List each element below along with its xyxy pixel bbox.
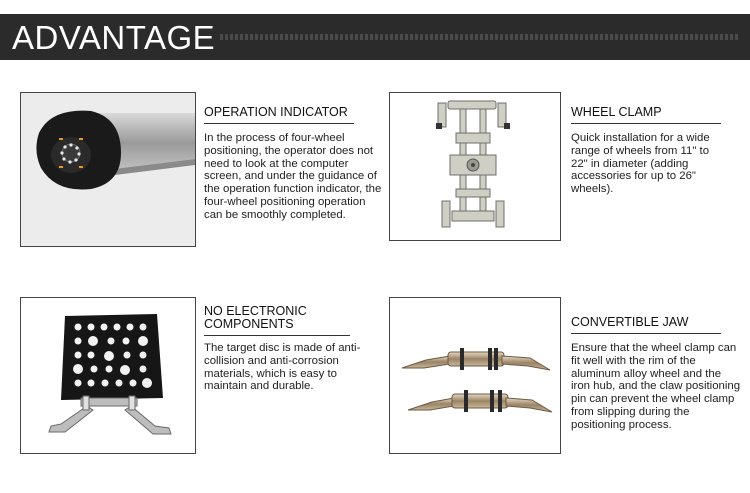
feature-title-wheel-clamp: WHEEL CLAMP — [571, 106, 721, 124]
feature-text-operation-indicator: In the process of four-wheel positioning, the operator does not need to look at the computer screen, and under the guidance of the operation function indicator, the four-wheel positioning operation can be smoothly completed. — [204, 132, 382, 221]
wheel-clamp-image — [389, 92, 561, 241]
target-disc-image — [20, 297, 196, 454]
feature-text-convertible-jaw: Ensure that the wheel clamp can fit well with the rim of the aluminum alloy wheel and the iron hub, and the claw positioning pin can prevent the wheel clamp from slipping during the positioning process. — [571, 342, 741, 431]
feature-text-no-electronic-components: The target disc is made of anti-collision and anti-corrosion materials, which is easy to maintain and durable. — [204, 342, 361, 393]
header-stripe-decoration — [220, 34, 740, 40]
feature-text-wheel-clamp: Quick installation for a wide range of wheels from 11" to 22" in diameter (adding accessories for up to 26" wheels). — [571, 132, 710, 196]
convertible-jaw-image — [389, 297, 561, 454]
header-banner — [0, 14, 750, 60]
feature-title-no-electronic-components: NO ELECTRONIC COMPONENTS — [204, 305, 350, 336]
operation-indicator-image — [20, 92, 196, 247]
feature-title-convertible-jaw: CONVERTIBLE JAW — [571, 316, 721, 334]
page-title: ADVANTAGE — [12, 19, 216, 56]
feature-title-operation-indicator: OPERATION INDICATOR — [204, 106, 354, 124]
